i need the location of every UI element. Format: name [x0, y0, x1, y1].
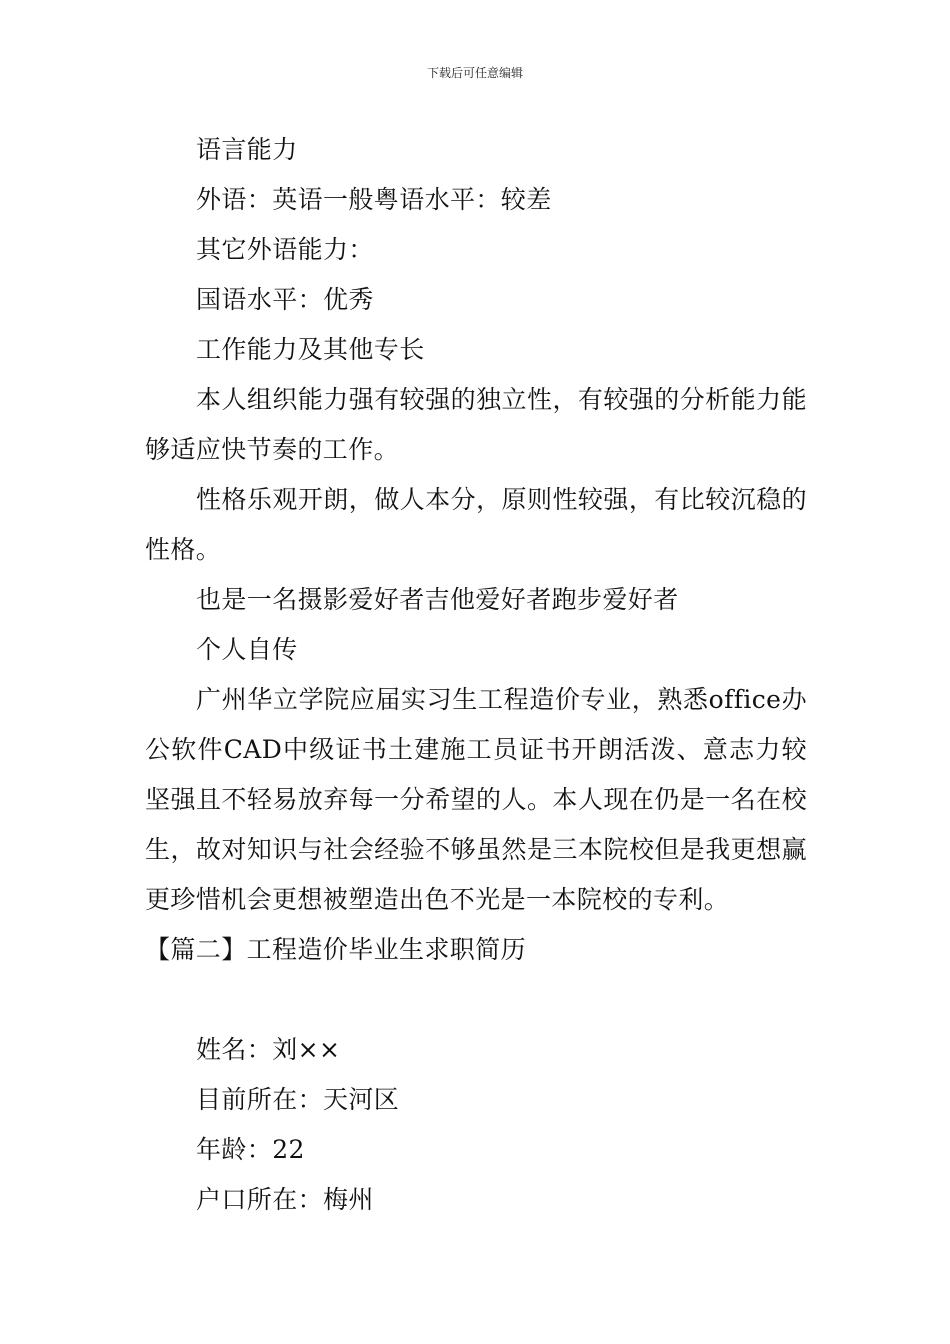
- name-line: 姓名：刘××: [196, 1035, 341, 1064]
- hukou-line: 户口所在：梅州: [196, 1185, 374, 1214]
- other-language-line: 其它外语能力：: [196, 235, 374, 264]
- work-ability-heading: 工作能力及其他专长: [196, 335, 425, 364]
- age-line: 年龄：22: [196, 1135, 305, 1164]
- autobiography-heading: 个人自传: [196, 635, 298, 664]
- blank-spacer: [145, 975, 807, 1025]
- hobbies-line: 也是一名摄影爱好者吉他爱好者跑步爱好者: [196, 585, 679, 614]
- document-body: [145, 125, 807, 1225]
- section-two-title: 【篇二】工程造价毕业生求职简历: [145, 935, 527, 964]
- personality-paragraph: 性格乐观开朗，做人本分，原则性较强，有比较沉稳的性格。: [145, 485, 807, 564]
- mandarin-level-line: 国语水平：优秀: [196, 285, 374, 314]
- work-ability-paragraph: 本人组织能力强有较强的独立性，有较强的分析能力能够适应快节奏的工作。: [145, 385, 807, 464]
- language-ability-heading: 语言能力: [196, 135, 298, 164]
- current-location-line: 目前所在：天河区: [196, 1085, 400, 1114]
- page-header-note: 下载后可任意编辑: [426, 66, 523, 80]
- autobiography-paragraph: 广州华立学院应届实习生工程造价专业，熟悉office办公软件CAD中级证书土建施工员证书开朗活泼、意志力较坚强且不轻易放弃每一分希望的人。本人现在仍是一名在校生，故对知识与社会经验不够虽然是三本院校但是我更想赢更珍惜机会更想被塑造出色不光是一本院校的专利。: [145, 685, 807, 914]
- foreign-language-line: 外语：英语一般粤语水平：较差: [196, 185, 552, 214]
